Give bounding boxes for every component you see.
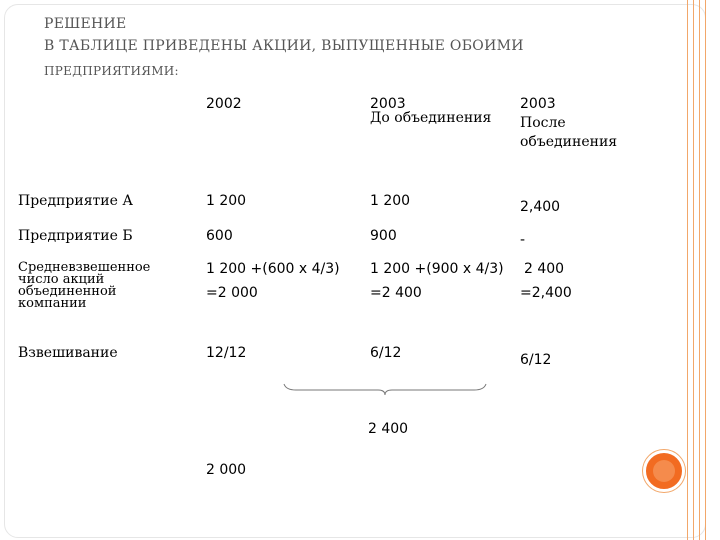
header-2003-after-sub1: После [520, 115, 566, 131]
title-line-2: В ТАБЛИЦЕ ПРИВЕДЕНЫ АКЦИИ, ВЫПУЩЕННЫЕ ОБОИМИ [44, 38, 524, 54]
row-b-2003-before: 900 [370, 228, 397, 244]
header-2003-after-year: 2003 [520, 96, 556, 112]
row-weighting-2002: 12/12 [206, 345, 247, 361]
header-2003-before-year: 2003 [370, 96, 406, 112]
row-label-weighted-line2: число акций [18, 272, 105, 287]
title-line-1: РЕШЕНИЕ [44, 16, 127, 32]
row-label-weighted-line1: Средневзвешенное [18, 260, 151, 275]
row-weighted-2003-before-formula: 1 200 +(900 x 4/3) [370, 261, 504, 277]
row-weighted-2002-formula: 1 200 +(600 x 4/3) [206, 261, 340, 277]
row-b-2002: 600 [206, 228, 233, 244]
row-label-weighted-line3: объединенной [18, 284, 117, 299]
row-label-b: Предприятие Б [18, 228, 133, 244]
header-2002: 2002 [206, 96, 242, 112]
row-label-weighted-line4: компании [18, 296, 87, 311]
row-a-2002: 1 200 [206, 193, 247, 209]
brace-total: 2 400 [368, 421, 409, 437]
row-label-a: Предприятие А [18, 193, 133, 209]
title-line-3: ПРЕДПРИЯТИЯМИ: [44, 64, 179, 78]
row-label-weighting: Взвешивание [18, 345, 118, 361]
row-weighted-2003-before-result: =2 400 [370, 285, 422, 301]
row-weighted-2003-after-value: 2 400 [524, 261, 565, 277]
row-a-2003-after: 2,400 [520, 199, 561, 215]
slide-title [44, 16, 564, 78]
row-weighting-2003-after: 6/12 [520, 352, 552, 368]
decorative-side-lines [685, 0, 715, 540]
row-a-2003-before: 1 200 [370, 193, 411, 209]
header-2003-after-sub2: объединения [520, 134, 618, 150]
header-2003-before-sub: До объединения [370, 110, 492, 126]
left-total: 2 000 [206, 462, 247, 478]
row-weighted-2002-result: =2 000 [206, 285, 258, 301]
row-b-2003-after: - [520, 232, 526, 248]
brace-icon [282, 380, 488, 396]
decorative-circle [643, 450, 685, 492]
row-weighted-2003-after-result: =2,400 [520, 285, 572, 301]
row-weighting-2003-before: 6/12 [370, 345, 402, 361]
